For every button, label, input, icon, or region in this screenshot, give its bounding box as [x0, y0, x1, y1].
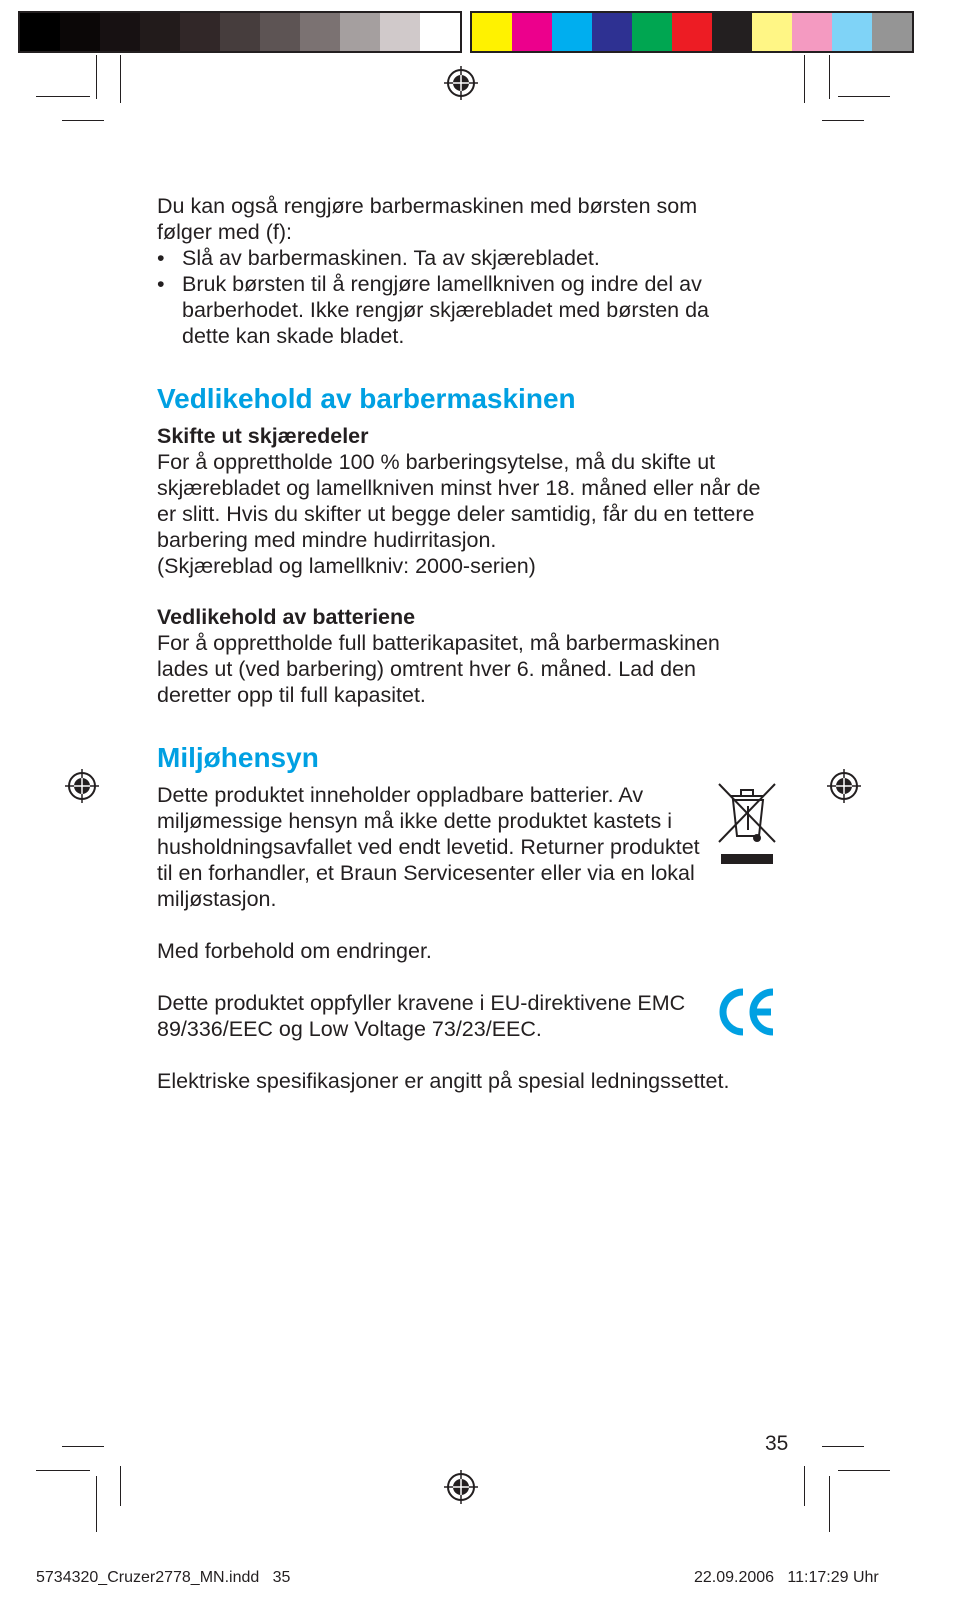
- slug-filename: 5734320_Cruzer2778_MN.indd 35: [36, 1569, 291, 1586]
- weee-block: [157, 782, 797, 912]
- crop-mark: [62, 120, 104, 121]
- section-heading-maintenance: Vedlikehold av barbermaskinen: [157, 383, 576, 414]
- color-swatch: [552, 13, 592, 51]
- color-swatch: [632, 13, 672, 51]
- crop-mark: [36, 96, 90, 97]
- list-item: [157, 271, 757, 349]
- crop-mark: [96, 1476, 97, 1532]
- intro-paragraph: Du kan også rengjøre barbermaskinen med børsten som følger med (f):: [157, 194, 698, 244]
- section-heading-environment: Miljøhensyn: [157, 742, 319, 773]
- color-swatch: [752, 13, 792, 51]
- list-item-text: Slå av barbermaskinen. Ta av skjærebladet.: [182, 246, 600, 270]
- color-swatch: [220, 13, 260, 51]
- color-swatch: [20, 13, 60, 51]
- crop-mark: [829, 55, 830, 99]
- page-number: 35: [765, 1432, 789, 1455]
- bullet: •: [157, 272, 165, 296]
- crop-mark: [120, 55, 121, 103]
- crop-mark: [120, 1466, 121, 1506]
- replace-parts-paragraph: For å opprettholde 100 % barberingsytelse, må du skifte ut skjærebladet og lamellkniven minst hver 18. måned eller når de er slitt. Hvis du skifter ut begge deler samtidig, får du en tettere barbering med mindre hudirritasjon.: [157, 450, 761, 552]
- battery-maintenance-paragraph: For å opprettholde full batterikapasitet, må barbermaskinen lades ut (ved barbering) omtrent hver 6. måned. Lad den deretter opp til full kapasitet.: [157, 631, 720, 707]
- gray-color-bar: [18, 11, 462, 53]
- ce-paragraph: Dette produktet oppfyller kravene i EU-direktivene EMC 89/336/EEC og Low Voltage 73/23/EEC.: [157, 991, 686, 1041]
- crop-mark: [36, 1470, 90, 1471]
- slug-timestamp: 22.09.2006 11:17:29 Uhr: [694, 1569, 879, 1586]
- reservation-text: Med forbehold om endringer.: [157, 939, 432, 963]
- crop-mark: [822, 120, 864, 121]
- registration-mark-icon: [65, 769, 99, 803]
- color-swatch: [712, 13, 752, 51]
- color-swatch: [260, 13, 300, 51]
- subheading-battery-maintenance: Vedlikehold av batteriene: [157, 605, 416, 629]
- crop-mark: [804, 1466, 805, 1506]
- crop-mark: [62, 1446, 104, 1447]
- color-swatch: [300, 13, 340, 51]
- registration-mark-icon: [444, 66, 478, 100]
- weee-paragraph: Dette produktet inneholder oppladbare batterier. Av miljømessige hensyn må ikke dette produktet kastets i husholdningsavfallet ved endt levetid. Returner produktet til en forhandler, et Braun Servicesenter eller via en lokal miljøstasjon.: [157, 783, 700, 911]
- crop-mark: [822, 1446, 864, 1447]
- registration-mark-icon: [444, 1470, 478, 1504]
- color-swatch: [340, 13, 380, 51]
- color-swatch: [512, 13, 552, 51]
- color-swatch: [832, 13, 872, 51]
- ce-mark-icon: [715, 986, 777, 1038]
- crop-mark: [96, 55, 97, 99]
- bullet: •: [157, 246, 165, 270]
- list-item: [157, 245, 757, 271]
- ce-block: [157, 990, 797, 1042]
- color-swatch: [60, 13, 100, 51]
- crop-mark: [838, 96, 890, 97]
- list-item-text: Bruk børsten til å rengjøre lamellkniven og indre del av barberhodet. Ikke rengjør skjærebladet med børsten da dette kan skade bladet.: [182, 272, 710, 348]
- replace-parts-note: (Skjæreblad og lamellkniv: 2000-serien): [157, 554, 536, 578]
- process-color-bar: [470, 11, 914, 53]
- color-swatch: [792, 13, 832, 51]
- color-swatch: [472, 13, 512, 51]
- electrical-spec-text: Elektriske spesifikasjoner er angitt på spesial ledningssettet.: [157, 1069, 730, 1093]
- color-swatch: [380, 13, 420, 51]
- color-swatch: [180, 13, 220, 51]
- page-content: [157, 193, 797, 1094]
- crop-mark: [838, 1470, 890, 1471]
- color-swatch: [100, 13, 140, 51]
- registration-mark-icon: [827, 769, 861, 803]
- crop-mark: [829, 1476, 830, 1532]
- color-swatch: [872, 13, 912, 51]
- color-swatch: [420, 13, 460, 51]
- subheading-replace-parts: Skifte ut skjæredeler: [157, 424, 369, 448]
- color-swatch: [672, 13, 712, 51]
- color-swatch: [592, 13, 632, 51]
- color-swatch: [140, 13, 180, 51]
- crossed-out-wheelie-bin-icon: [717, 782, 777, 866]
- crop-mark: [804, 55, 805, 103]
